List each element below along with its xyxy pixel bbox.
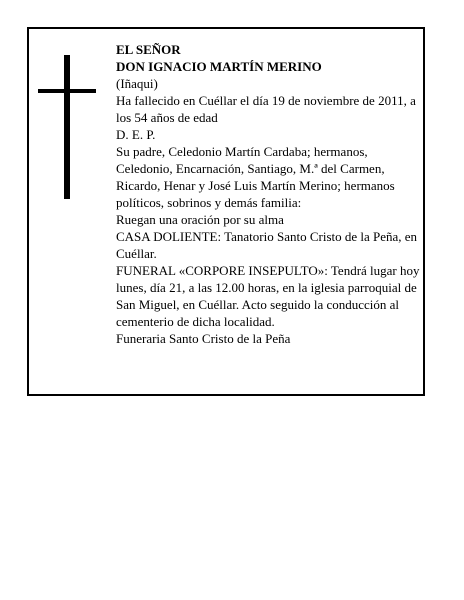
cross-vertical-bar: [64, 55, 70, 199]
cross-icon: [38, 55, 96, 199]
deceased-name: DON IGNACIO MARTÍN MERINO: [116, 59, 322, 74]
dep-line: D. E. P.: [116, 127, 156, 142]
notice-title: EL SEÑOR: [116, 42, 181, 57]
deceased-nickname: (Iñaqui): [116, 76, 158, 91]
funeral-home: Funeraria Santo Cristo de la Peña: [116, 331, 291, 346]
notice-text-block: [116, 41, 422, 347]
family-statement: Su padre, Celedonio Martín Cardaba; hermanos, Celedonio, Encarnación, Santiago, M.ª del Carmen, Ricardo, Henar y José Luis Martín Merino; hermanos políticos, sobrinos y demás familia:: [116, 144, 395, 210]
cross-horizontal-bar: [38, 89, 96, 93]
obituary-notice: [27, 27, 425, 396]
death-statement: Ha fallecido en Cuéllar el día 19 de noviembre de 2011, a los 54 años de edad: [116, 93, 416, 125]
mourning-house: CASA DOLIENTE: Tanatorio Santo Cristo de la Peña, en Cuéllar.: [116, 229, 418, 261]
prayer-request: Ruegan una oración por su alma: [116, 212, 284, 227]
funeral-details: FUNERAL «CORPORE INSEPULTO»: Tendrá lugar hoy lunes, día 21, a las 12.00 horas, en la iglesia parroquial de San Miguel, en Cuéllar. Acto seguido la conducción al cementerio de dicha localidad.: [116, 263, 420, 329]
